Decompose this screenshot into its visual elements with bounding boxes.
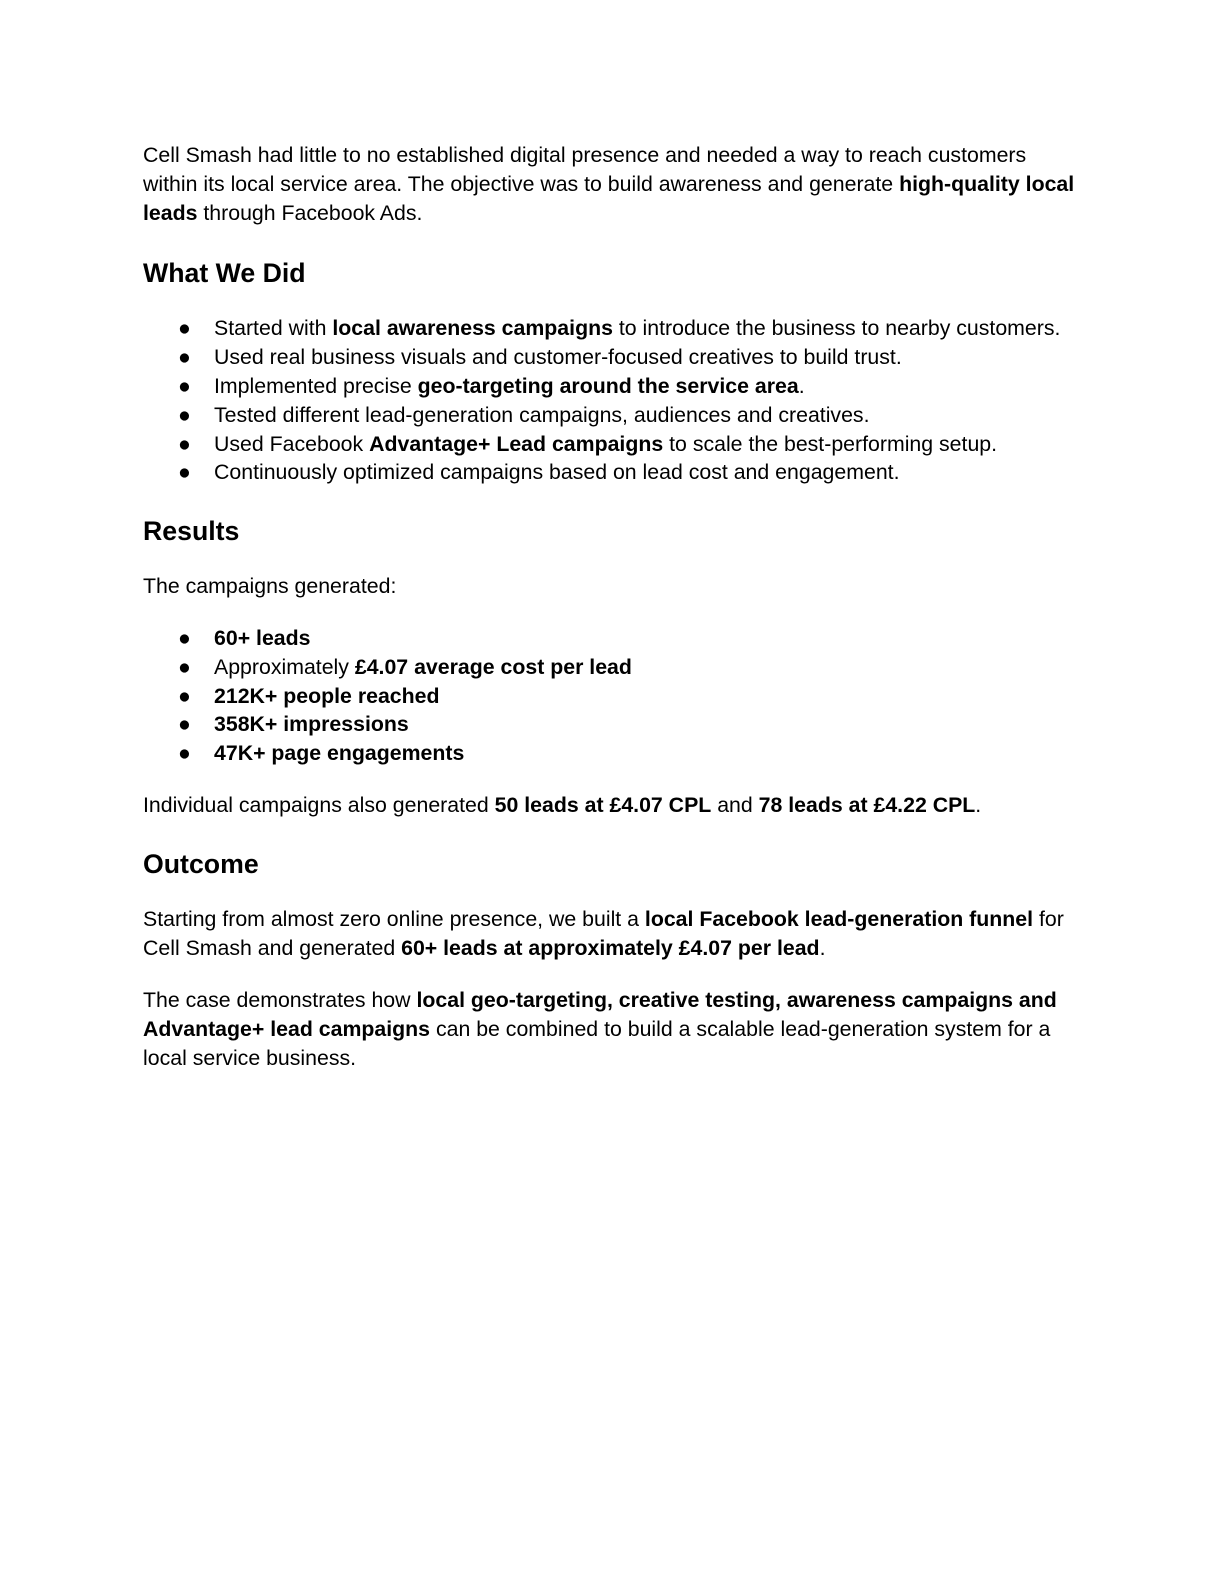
bullet-icon: ● (178, 402, 191, 427)
list-item (178, 653, 1083, 682)
outcome-paragraph-1 (143, 905, 1083, 963)
list-item (178, 458, 1083, 487)
bullet-icon: ● (178, 460, 191, 485)
outcome-p2-bold-1: local geo-targeting, creative testing, awareness campaigns and Advantage+ lead campaigns (143, 988, 1057, 1042)
item-text: Continuously optimized campaigns based on lead cost and engagement. (214, 460, 900, 485)
outcome-p2-text-2: can be combined to build a scalable lead-generation system for a local service business. (143, 1017, 1051, 1070)
bullet-icon: ● (178, 741, 191, 766)
list-item (178, 372, 1083, 401)
intro-paragraph (143, 141, 1083, 227)
item-bold: Advantage+ Lead campaigns (369, 431, 664, 456)
item-bold: 212K+ people reached (214, 683, 440, 708)
outcome-text-2: for Cell Smash and generated (143, 906, 1064, 960)
what-we-did-list (143, 314, 1083, 487)
list-item (178, 343, 1083, 372)
results-heading: Results (143, 516, 240, 547)
item-text-end: to introduce the business to nearby customers. (612, 316, 1061, 341)
what-we-did-heading: What We Did (143, 258, 306, 289)
list-item (178, 710, 1083, 739)
outcome-p2-text-1: The case demonstrates how (143, 988, 417, 1013)
list-item (178, 739, 1083, 768)
intro-bold-1: high-quality local leads (143, 171, 1075, 225)
individual-bold-2: 78 leads at £4.22 CPL (758, 792, 976, 817)
intro-text-1: Cell Smash had little to no established digital presence and needed a way to reach customers within its local service area. The objective was to build awareness and generate (143, 143, 1027, 196)
list-item (178, 430, 1083, 459)
individual-campaigns-paragraph (143, 791, 1083, 820)
individual-bold-1: 50 leads at £4.07 CPL (494, 792, 712, 817)
bullet-icon: ● (178, 654, 191, 679)
bullet-icon: ● (178, 712, 191, 737)
outcome-heading: Outcome (143, 848, 259, 879)
outcome-bold-1: local Facebook lead-generation funnel (644, 906, 1034, 931)
item-text: Implemented precise (214, 373, 418, 398)
individual-text-2: and (711, 792, 759, 817)
item-text: Used Facebook (214, 431, 370, 456)
item-text-end: . (798, 373, 805, 398)
bullet-icon: ● (178, 316, 191, 341)
individual-text-1: Individual campaigns also generated (143, 792, 495, 817)
intro-text-2: through Facebook Ads. (197, 200, 423, 225)
list-item (178, 401, 1083, 430)
bullet-icon: ● (178, 683, 191, 708)
results-lead-text: The campaigns generated: (143, 574, 397, 599)
item-text: Tested different lead-generation campaigns, audiences and creatives. (214, 402, 870, 427)
bullet-icon: ● (178, 431, 191, 456)
document-page (143, 141, 1083, 1073)
outcome-paragraph-2 (143, 986, 1083, 1072)
outcome-text-3: . (819, 935, 826, 960)
item-bold: local awareness campaigns (332, 316, 613, 341)
individual-text-3: . (975, 792, 982, 817)
list-item (178, 682, 1083, 711)
item-bold: 47K+ page engagements (214, 741, 465, 766)
item-text: Started with (214, 316, 333, 341)
item-bold: 60+ leads (214, 625, 311, 650)
results-list (143, 624, 1083, 768)
item-bold: 358K+ impressions (214, 712, 409, 737)
outcome-bold-2: 60+ leads at approximately £4.07 per lead (401, 935, 820, 960)
item-text-end: to scale the best-performing setup. (663, 431, 998, 456)
item-text: Used real business visuals and customer-focused creatives to build trust. (214, 345, 902, 370)
bullet-icon: ● (178, 625, 191, 650)
item-bold: geo-targeting around the service area (417, 373, 799, 398)
list-item (178, 624, 1083, 653)
outcome-text-1: Starting from almost zero online presence, we built a (143, 906, 645, 931)
bullet-icon: ● (178, 345, 191, 370)
item-bold: £4.07 average cost per lead (354, 654, 632, 679)
list-item (178, 314, 1083, 343)
item-text: Approximately (214, 654, 355, 679)
bullet-icon: ● (178, 373, 191, 398)
